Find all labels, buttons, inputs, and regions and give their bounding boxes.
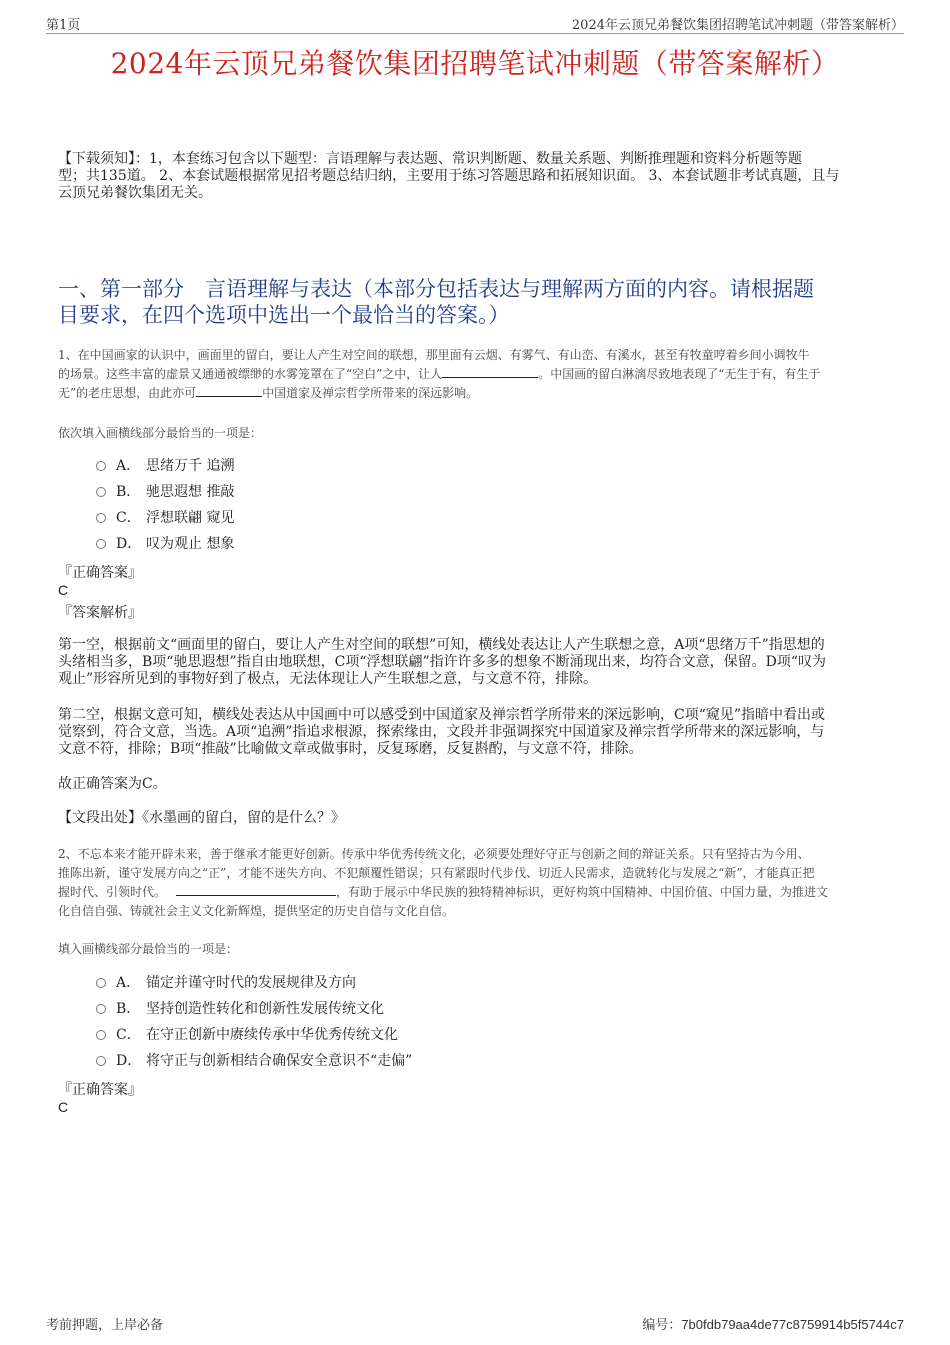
question-text: 的场景。这些丰富的虚景又通通被缥缈的水雾笼罩在了“空白”之中，让人 [58,367,443,381]
fill-blank [442,366,538,378]
question-text: ，有助于展示中华民族的独特精神标识，更好构筑中国精神、中国价值、中国力量，为推进文 [336,885,829,899]
download-notice [58,151,898,202]
option-letter: B． [116,1001,141,1017]
header-doc-title: 2024年云顶兄弟餐饮集团招聘笔试冲刺题（带答案解析） [571,18,904,33]
question-2-instruction: 填入画横线部分最恰当的一项是： [58,942,239,956]
radio-icon[interactable] [96,1030,106,1040]
option-c[interactable] [96,508,234,526]
option-a[interactable] [96,456,234,474]
section-heading-line: 目要求，在四个选项中选出一个最恰当的答案。） [58,303,510,327]
option-text: 坚持创造性转化和创新性发展传统文化 [146,1001,384,1017]
question-1-instruction: 依次填入画横线部分最恰当的一项是： [58,426,263,440]
radio-icon[interactable] [96,513,106,523]
question-text: 无”的老庄思想，由此亦可 [58,386,197,400]
question-text: 握时代、引领时代。 [58,885,167,899]
question-line: 2、不忘本来才能开辟未来，善于继承才能更好创新。传承中华优秀传统文化，必须要处理好守正与创新之间的辩证关系。只有坚持古为今用、 [58,847,810,861]
analysis-line: 头绪相当多，B项“驰思遐想”指自由地联想，C项“浮想联翩”指许许多多的想象不断涌现出来，均符合文意，保留。D项“叹为 [58,654,827,670]
radio-icon[interactable] [96,487,106,497]
question-line [58,384,898,403]
question-line: 1、在中国画家的认识中，画面里的留白，要让人产生对空间的联想，那里面有云烟、有雾气、有山峦、有溪水，甚至有牧童哼着乡间小调牧牛 [58,348,810,362]
option-letter: A． [116,458,141,474]
section-heading [58,276,898,328]
analysis-line: 第一空，根据前文“画面里的留白，要让人产生对空间的联想”可知，横线处表达让人产生联想之意，A项“思绪万千”指思想的 [58,637,825,653]
option-text: 浮想联翩 窥见 [146,510,235,526]
question-2-stem [58,845,898,921]
passage-source: 【文段出处】《水墨画的留白，留的是什么？》 [58,810,345,826]
correct-answer: C [58,1099,69,1115]
correct-answer-label: 『正确答案』 [58,1082,142,1098]
option-a[interactable] [96,973,356,991]
question-line: 化自信自强、铸就社会主义文化新辉煌，提供坚定的历史自信与文化自信。 [58,904,455,918]
analysis-paragraph [58,637,898,688]
option-d[interactable] [96,534,234,552]
radio-icon[interactable] [96,539,106,549]
radio-icon[interactable] [96,1004,106,1014]
notice-line: 型；共135道。 2、本套试题根据常见招考题总结归纳，主要用于练习答题思路和拓展知识面。 3、本套试题非考试真题，且与 [58,168,840,184]
option-text: 叹为观止 想象 [146,536,235,552]
option-letter: D． [116,1053,142,1069]
analysis-line: 文意不符，排除；B项“推敲”比喻做文章或做事时，反复琢磨，反复斟酌，与文意不符，排除。 [58,741,643,757]
analysis-line: 觉察到，符合文意，当选。A项“追溯”指追求根源，探索缘由，文段并非强调探究中国道家及禅宗哲学所带来的深远影响，与 [58,724,825,740]
document-title: 2024年云顶兄弟餐饮集团招聘笔试冲刺题（带答案解析） [110,47,840,80]
analysis-label: 『答案解析』 [58,605,142,621]
radio-icon[interactable] [96,1056,106,1066]
question-line [58,365,898,384]
question-text: 。中国画的留白淋漓尽致地表现了“无生于有，有生于 [538,367,821,381]
analysis-line: 第二空，根据文意可知，横线处表达从中国画中可以感受到中国道家及禅宗哲学所带来的深远影响，C项“窥见”指暗中看出或 [58,707,826,723]
correct-answer: C [58,582,69,598]
footer-slogan: 考前押题，上岸必备 [46,1318,164,1333]
option-letter: A． [116,975,141,991]
option-letter: B． [116,484,141,500]
fill-blank [176,884,336,896]
question-line [58,883,898,902]
option-d[interactable] [96,1051,412,1069]
footer-code-value: 7b0fdb79aa4de77c8759914b5f5744c7 [681,1317,904,1332]
option-b[interactable] [96,482,234,500]
radio-icon[interactable] [96,461,106,471]
option-letter: D． [116,536,142,552]
option-letter: C． [116,1027,141,1043]
option-text: 将守正与创新相结合确保安全意识不“走偏” [146,1053,413,1069]
correct-answer-label: 『正确答案』 [58,565,142,581]
page-number: 第1页 [46,18,81,33]
option-b[interactable] [96,999,384,1017]
question-1-stem [58,346,898,403]
analysis-line: 观止”形容所见到的事物好到了极点，无法体现让人产生联想之意，与文意不符，排除。 [58,671,598,687]
notice-line: 云顶兄弟餐饮集团无关。 [58,185,212,201]
analysis-paragraph [58,707,898,758]
option-letter: C． [116,510,141,526]
section-heading-line: 一、第一部分 言语理解与表达（本部分包括表达与理解两方面的内容。请根据题 [58,277,814,301]
footer-code [642,1314,904,1333]
header-divider [46,33,904,34]
option-text: 在守正创新中赓续传承中华优秀传统文化 [146,1027,398,1043]
analysis-conclusion: 故正确答案为C。 [58,776,167,792]
option-c[interactable] [96,1025,398,1043]
option-text: 驰思遐想 推敲 [146,484,235,500]
question-line: 推陈出新，谨守发展方向之“正”，才能不迷失方向、不犯颠覆性错误；只有紧跟时代步伐、切近人民需求，造就转化与发展之“新”，才能真正把 [58,866,815,880]
option-text: 思绪万千 追溯 [146,458,235,474]
notice-line: 【下载须知】：1，本套练习包含以下题型：言语理解与表达题、常识判断题、数量关系题、判断推理题和资料分析题等题 [58,151,802,167]
footer-code-label: 编号： [642,1318,682,1333]
option-text: 锚定并谨守时代的发展规律及方向 [146,975,356,991]
fill-blank [196,385,262,397]
radio-icon[interactable] [96,978,106,988]
question-text: 中国道家及禅宗哲学所带来的深远影响。 [262,386,479,400]
